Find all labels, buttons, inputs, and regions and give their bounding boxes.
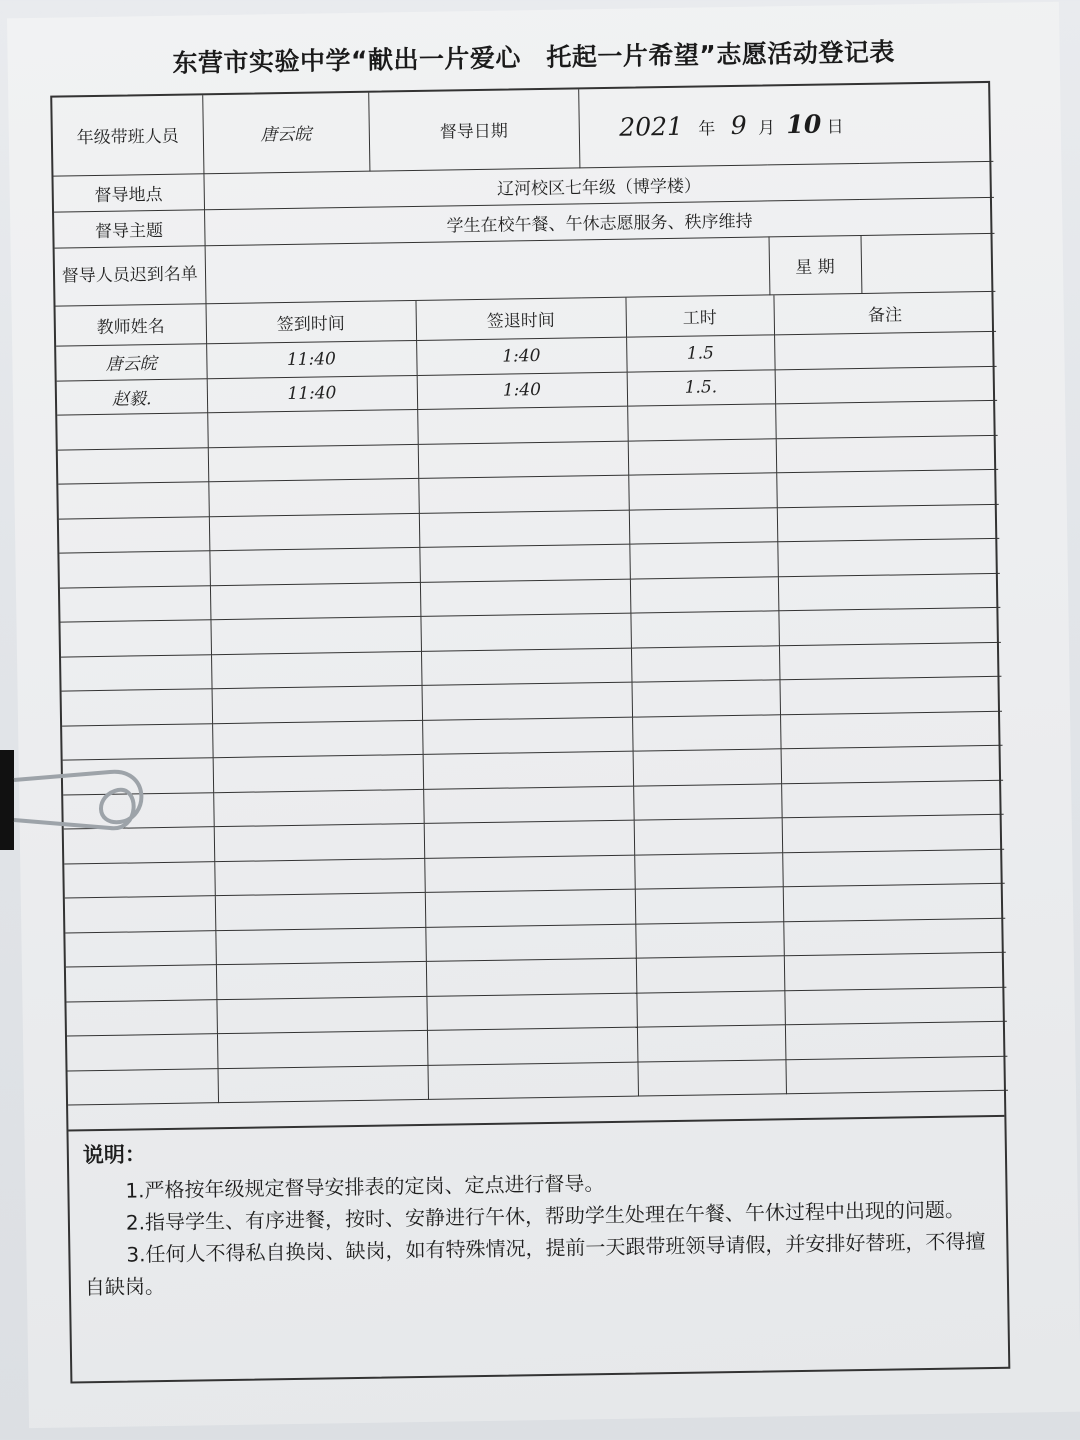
table-cell (62, 689, 213, 726)
table-cell (213, 789, 424, 827)
table-cell (634, 852, 783, 889)
table-cell (779, 642, 1002, 680)
table-cell (212, 685, 423, 723)
table-cell (67, 1034, 218, 1071)
table-cell (784, 987, 1007, 1025)
table-cell (58, 447, 209, 484)
notes-section (68, 1115, 1008, 1382)
topic-label: 督导主题 (54, 209, 205, 247)
table-cell (65, 930, 216, 967)
table-cell (207, 409, 418, 447)
table-cell (779, 676, 1002, 714)
location-value: 辽河校区七年级（博学楼） (203, 161, 993, 209)
note-item: 1.严格按年级规定督导安排表的定岗、定点进行督导。 (125, 1171, 605, 1203)
table-cell (776, 435, 999, 473)
table-cell (627, 404, 776, 441)
column-header: 教师姓名 (56, 304, 207, 346)
table-cell (422, 717, 633, 755)
table-cell (427, 1027, 638, 1065)
document-title: 东营市实验中学“献出一片爱心 托起一片希望”志愿活动登记表 (172, 37, 896, 78)
table-cell (631, 645, 780, 682)
table-cell (629, 507, 778, 544)
table-cell (637, 1059, 786, 1096)
table-cell (777, 538, 1000, 576)
table-cell (628, 438, 777, 475)
table-cell (59, 516, 210, 553)
column-header: 工时 (625, 295, 774, 337)
table-cell (780, 711, 1003, 749)
table-cell: 赵毅. (57, 378, 208, 415)
table-cell (209, 513, 420, 551)
table-cell (426, 993, 637, 1031)
table-cell (425, 889, 636, 927)
table-cell (785, 1056, 1008, 1094)
weekday-value (860, 233, 995, 293)
registration-form (50, 81, 1010, 1384)
table-cell: 11:40 (207, 375, 418, 413)
table-cell (65, 896, 216, 933)
attendance-body (56, 331, 1008, 1105)
table-cell (635, 887, 784, 924)
table-cell (417, 406, 628, 444)
table-cell (782, 849, 1005, 887)
table-cell (66, 965, 217, 1002)
table-cell (418, 475, 629, 513)
table-cell (64, 861, 215, 898)
table-cell (782, 814, 1005, 852)
table-cell (210, 582, 421, 620)
table-cell (420, 579, 631, 617)
table-cell (427, 1062, 638, 1100)
table-cell (214, 858, 425, 896)
table-cell (213, 754, 424, 792)
table-cell (212, 720, 423, 758)
table-cell (214, 823, 425, 861)
table-cell (775, 366, 998, 404)
table-cell: 唐云皖 (56, 344, 207, 381)
table-cell (208, 478, 419, 516)
table-cell (424, 855, 635, 893)
table-cell (775, 400, 998, 438)
table-cell (424, 820, 635, 858)
late-list-value (205, 236, 770, 303)
table-cell (215, 892, 426, 930)
header-table (52, 83, 995, 306)
table-cell (631, 680, 780, 717)
column-header: 签到时间 (205, 300, 416, 343)
column-header: 签退时间 (415, 297, 626, 340)
date-label: 督导日期 (368, 89, 579, 170)
note-item: 2.指导学生、有序进餐，按时、安静进行午休，帮助学生处理在午餐、午休过程中出现的问题。 (125, 1197, 966, 1235)
table-cell (636, 956, 785, 993)
table-cell (633, 783, 782, 820)
date-month-unit: 月 (757, 118, 776, 139)
table-cell (781, 745, 1004, 783)
date-year-unit: 年 (698, 119, 716, 140)
staff-label: 年级带班人员 (52, 95, 203, 175)
table-cell (636, 990, 785, 1027)
note-item: 3.任何人不得私自换岗、缺岗，如有特殊情况，提前一天跟带班领导请假，并安排好替班，不得擅自缺岗。 (84, 1229, 986, 1300)
notes-title: 说明： (82, 1142, 147, 1168)
table-cell (777, 504, 1000, 542)
table-cell (419, 510, 630, 548)
staff-value: 唐云皖 (202, 93, 369, 174)
table-cell (217, 1030, 428, 1068)
table-cell: 1.5 (626, 335, 775, 372)
table-cell: 11:40 (206, 340, 417, 378)
table-cell (634, 818, 783, 855)
date-day: 10 (786, 109, 822, 140)
table-cell (60, 620, 211, 657)
table-cell (635, 921, 784, 958)
column-header: 备注 (773, 291, 996, 334)
table-cell (632, 714, 781, 751)
table-cell (420, 613, 631, 651)
attendance-table (56, 291, 1008, 1105)
table-cell: 1.5. (627, 369, 776, 406)
table-cell (629, 542, 778, 579)
table-cell (211, 651, 422, 689)
table-cell (423, 751, 634, 789)
table-cell (209, 547, 420, 585)
table-cell (59, 551, 210, 588)
table-cell (425, 924, 636, 962)
table-cell (783, 883, 1006, 921)
table-cell (784, 952, 1007, 990)
date-day-unit: 日 (826, 117, 844, 138)
paper-sheet (7, 2, 1080, 1428)
table-cell (208, 444, 419, 482)
table-cell (426, 958, 637, 996)
table-cell (783, 918, 1006, 956)
binder-clip-icon (0, 740, 165, 860)
table-cell (630, 611, 779, 648)
table-cell (781, 780, 1004, 818)
table-cell (210, 616, 421, 654)
table-cell (630, 576, 779, 613)
table-cell (66, 999, 217, 1036)
table-cell (216, 961, 427, 999)
table-cell (778, 607, 1001, 645)
date-value (578, 83, 993, 167)
table-cell (68, 1068, 219, 1105)
table-cell (60, 585, 211, 622)
table-cell (628, 473, 777, 510)
table-cell (218, 1065, 429, 1103)
location-label: 督导地点 (53, 173, 204, 211)
table-cell (778, 573, 1001, 611)
table-cell (423, 786, 634, 824)
table-cell (58, 482, 209, 519)
table-cell (421, 648, 632, 686)
table-cell (215, 927, 426, 965)
table-cell: 1:40 (417, 372, 628, 410)
table-cell (418, 441, 629, 479)
table-cell (422, 682, 633, 720)
table-cell (419, 544, 630, 582)
topic-value: 学生在校午餐、午休志愿服务、秩序维持 (204, 197, 994, 245)
table-cell: 1:40 (416, 337, 627, 375)
table-cell (776, 469, 999, 507)
table-cell (216, 996, 427, 1034)
table-cell (774, 331, 997, 369)
date-year: 2021 (619, 111, 684, 142)
table-cell (637, 1025, 786, 1062)
table-cell (61, 654, 212, 691)
table-cell (633, 749, 782, 786)
table-cell (57, 413, 208, 450)
weekday-label: 星 期 (769, 235, 862, 294)
date-month: 9 (730, 110, 747, 141)
table-cell (785, 1021, 1008, 1059)
late-list-label: 督导人员迟到名单 (55, 245, 206, 305)
